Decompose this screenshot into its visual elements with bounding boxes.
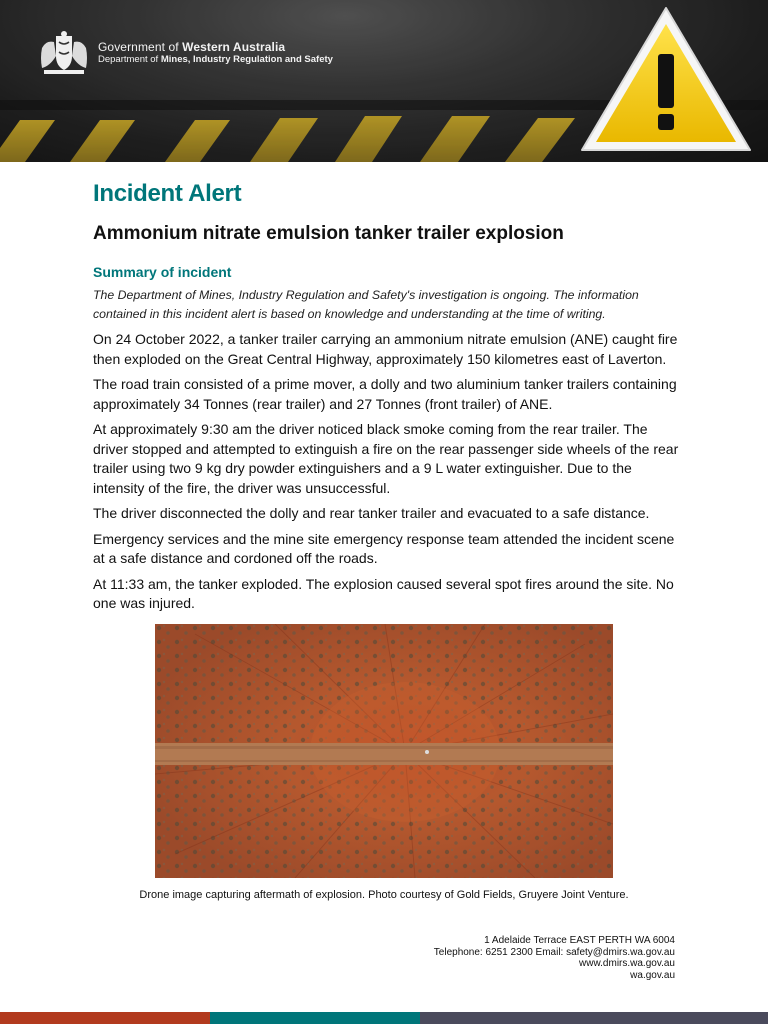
government-line: Government of Western Australia: [98, 40, 286, 54]
footer-segment-red: [0, 1012, 210, 1024]
paragraph-emergency-services: Emergency services and the mine site emergency response team attended the incident scene at a safe distance and cordoned off the roads.: [93, 530, 675, 566]
paragraph-disconnect: The driver disconnected the dolly and rear tanker trailer and evacuated to a safe distance.: [93, 505, 650, 521]
dmirs-website-link[interactable]: www.dmirs.wa.gov.au: [579, 958, 675, 969]
street-address: 1 Adelaide Terrace EAST PERTH WA 6004: [484, 935, 675, 946]
header-banner: [0, 0, 768, 162]
photo-caption: Drone image capturing aftermath of explosion. Photo courtesy of Gold Fields, Gruyere Joint Venture.: [139, 889, 629, 901]
summary-heading: Summary of incident: [93, 264, 232, 280]
government-branding: [98, 41, 333, 65]
drone-photo: [155, 624, 613, 878]
footer-segment-slate: [420, 1012, 768, 1024]
footer-color-bar: [0, 1012, 768, 1024]
page-title: Incident Alert: [93, 180, 242, 207]
investigation-disclaimer: The Department of Mines, Industry Regulation and Safety's investigation is ongoing. The information contained in this incident alert is based on knowledge and understanding at the time of writing.: [93, 288, 639, 321]
wa-gov-website-link[interactable]: wa.gov.au: [630, 969, 675, 981]
paragraph-road-train: The road train consisted of a prime mover, a dolly and two aluminium tanker trailers containing approximately 34 Tonnes (rear trailer) and 27 Tonnes (front trailer) of ANE.: [93, 376, 677, 412]
warning-triangle-icon: [578, 4, 754, 156]
contact-details: [434, 935, 675, 981]
footer-segment-teal: [210, 1012, 420, 1024]
paragraph-driver-response: At approximately 9:30 am the driver noticed black smoke coming from the rear trailer. The driver stopped and attempted to extinguish a fire on the rear passenger side wheels of the rear trailer using two 9 kg dry powder extinguishers and a 9 L water extinguisher. Due to the intensity of the fire, the driver was unsuccessful.: [93, 421, 679, 496]
paragraph-explosion: At 11:33 am, the tanker exploded. The explosion caused several spot fires around the site. No one was injured.: [93, 575, 674, 611]
wa-coat-of-arms-icon: [36, 30, 92, 78]
department-line: Department of Mines, Industry Regulation and Safety: [98, 54, 333, 65]
incident-subtitle: Ammonium nitrate emulsion tanker trailer explosion: [93, 223, 564, 244]
incident-alert-body: [93, 178, 683, 614]
paragraph-incident-date: On 24 October 2022, a tanker trailer carrying an ammonium nitrate emulsion (ANE) caught fire then exploded on the Great Central Highway, approximately 150 kilometres east of Laverton.: [93, 331, 678, 367]
telephone-email: Telephone: 6251 2300 Email: safety@dmirs.wa.gov.au: [433, 946, 675, 958]
